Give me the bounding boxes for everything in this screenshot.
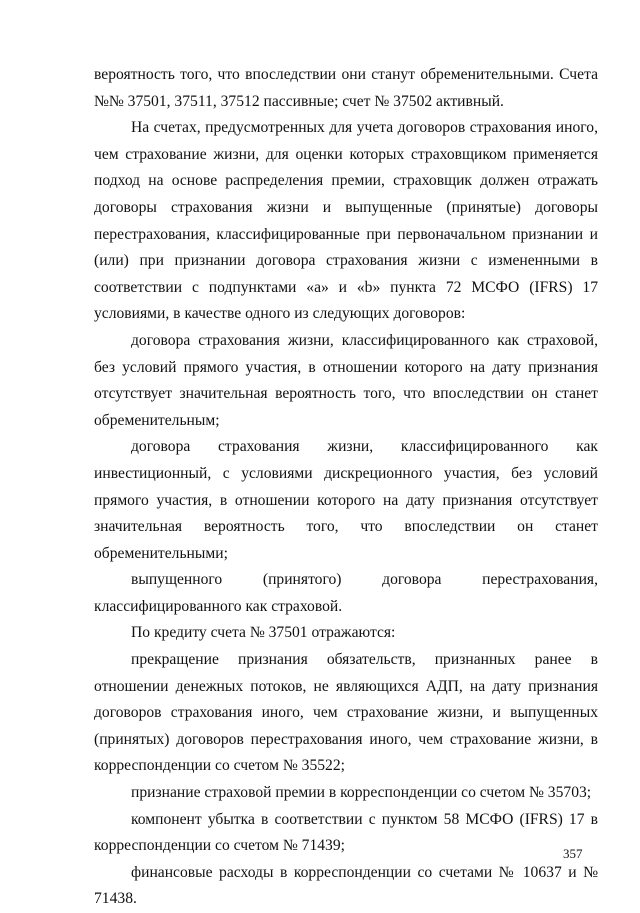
- paragraph-credit-heading: По кредиту счета № 37501 отражаются:: [131, 624, 396, 642]
- list-item-insurance-contract: договора страхования жизни, классифицированного как страховой, без условий прямого участия, в отношении которого на дату признания отсутствует значительная вероятность того, что впоследствии он станет обременительным;: [94, 331, 598, 429]
- page-number: 357: [563, 846, 583, 861]
- list-item-derecognition: прекращение признания обязательств, признанных ранее в отношении денежных потоков, не являющихся АДП, на дату признания договоров страхования иного, чем страхование жизни, и выпущенных (принятых) договоров перестрахования иного, чем страхование жизни, в корреспонденции со счетом № 35522;: [94, 651, 598, 775]
- list-item-investment-contract: договора страхования жизни, классифицированного как инвестиционный, с условиями дискреционного участия, без условий прямого участия, в отношении которого на дату признания отсутствует значительная вероятность того, что впоследствии он станет обременительными;: [94, 438, 598, 562]
- list-item-finance-expenses: финансовые расходы в корреспонденции со счетами № 10637 и № 71438.: [94, 863, 598, 908]
- list-item-reinsurance-contract: выпущенного (принятого) договора перестрахования, классифицированного как страховой.: [94, 571, 598, 615]
- list-item-loss-component: компонент убытка в соответствии с пунктом 58 МСФО (IFRS) 17 в корреспонденции со счетом № 71439;: [94, 810, 598, 855]
- document-body: [94, 62, 598, 913]
- paragraph-continuation: вероятность того, что впоследствии они станут обременительными. Счета №№ 37501, 37511, 37512 пассивные; счет № 37502 активный.: [94, 66, 598, 110]
- list-item-premium-recognition: признание страховой премии в корреспонденции со счетом № 35703;: [131, 784, 592, 802]
- paragraph-accounts-intro: На счетах, предусмотренных для учета договоров страхования иного, чем страхование жизни, для оценки которых страховщиком применяется подход на основе распределения премии, страховщик должен отражать договоры страхования жизни и выпущенные (принятые) договоры перестрахования, классифицированные при первоначальном признании и (или) при признании договора страхования жизни с измененными в соответствии с подпунктами «а» и «b» пункта 72 МСФО (IFRS) 17 условиями, в качестве одного из следующих договоров:: [94, 119, 598, 323]
